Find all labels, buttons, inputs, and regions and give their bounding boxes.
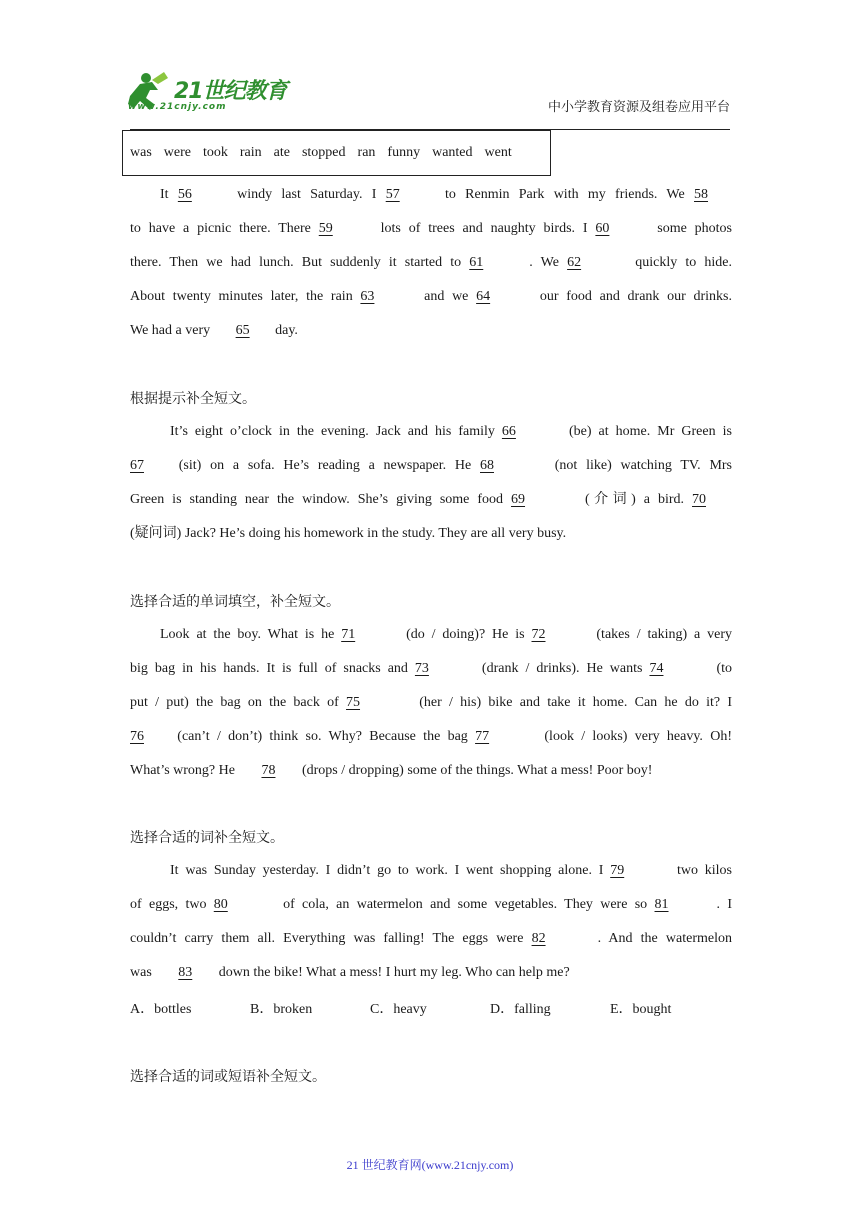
platform-name: 中小学教育资源及组卷应用平台 (547, 100, 730, 115)
section-heading: 选择合适的单词填空，补全短文。 (130, 594, 340, 610)
passage-line: big bag in his hands. It is full of snacks and 73 (drank / drinks). He wants 74 (to (130, 652, 732, 686)
passage-line: 76 (can’t / don’t) think so. Why? Because the bag 77 (look / looks) very heavy. Oh! (130, 720, 732, 754)
option-d: D．falling (490, 1002, 551, 1017)
logo-title: 21世纪教育 (174, 79, 287, 104)
word-bank-item: ran (357, 145, 376, 160)
word-bank-item: rain (239, 145, 262, 160)
section-heading: 选择合适的词补全短文。 (130, 830, 284, 846)
logo-url: www.21cnjy.com (128, 102, 227, 112)
word-bank-item: stopped (301, 145, 346, 160)
blank-82[interactable]: 82 (531, 931, 546, 946)
blank-61[interactable]: 61 (469, 255, 484, 270)
word-bank-item: funny (387, 145, 421, 160)
blank-68[interactable]: 68 (480, 458, 494, 473)
passage-line: Green is standing near the window. She’s giving some food 69 (介词) a bird. 70 (130, 483, 732, 517)
blank-79[interactable]: 79 (610, 863, 625, 878)
blank-71[interactable]: 71 (341, 627, 356, 642)
blank-81[interactable]: 81 (654, 897, 669, 912)
passage-line: was 83 down the bike! What a mess! I hurt my leg. Who can help me? (130, 956, 732, 990)
word-bank-item: were (163, 145, 191, 160)
passage-line: What’s wrong? He 78 (drops / dropping) some of the things. What a mess! Poor boy! (130, 754, 732, 788)
option-e: E．bought (610, 1002, 672, 1017)
passage-4 (130, 854, 732, 990)
passage-1 (130, 178, 732, 348)
passage-line: It 56 windy last Saturday. I 57 to Renmin Park with my friends. We 58 (130, 178, 732, 212)
blank-57[interactable]: 57 (385, 187, 400, 202)
passage-line: 67 (sit) on a sofa. He’s reading a newspaper. He 68 (not like) watching TV. Mrs (130, 449, 732, 483)
footer-link[interactable]: 21 世纪教育网(www.21cnjy.com) (346, 1158, 514, 1172)
blank-58[interactable]: 58 (694, 187, 709, 202)
blank-77[interactable]: 77 (475, 729, 490, 744)
blank-70[interactable]: 70 (692, 492, 706, 507)
word-bank-box (122, 130, 551, 176)
passage-line: there. Then we had lunch. But suddenly it started to 61 . We 62 quickly to hide. (130, 246, 732, 280)
blank-75[interactable]: 75 (346, 695, 361, 710)
option-c: C．heavy (370, 1002, 427, 1017)
word-bank-item: ate (273, 145, 290, 160)
blank-69[interactable]: 69 (511, 492, 526, 507)
passage-line: We had a very 65 day. (130, 314, 732, 348)
word-bank-item: went (484, 145, 512, 160)
blank-76[interactable]: 76 (130, 729, 144, 744)
passage-line: Look at the boy. What is he 71 (do / doing)? He is 72 (takes / taking) a very (130, 618, 732, 652)
passage-2 (130, 415, 732, 551)
section-heading: 选择合适的词或短语补全短文。 (130, 1069, 326, 1085)
passage-line: to have a picnic there. There 59 lots of trees and naughty birds. I 60 some photos (130, 212, 732, 246)
blank-72[interactable]: 72 (531, 627, 546, 642)
passage-line: couldn’t carry them all. Everything was falling! The eggs were 82 . And the watermelon (130, 922, 732, 956)
blank-60[interactable]: 60 (595, 221, 610, 236)
passage-line: (疑问词) Jack? He’s doing his homework in the study. They are all very busy. (130, 526, 567, 541)
blank-78[interactable]: 78 (261, 763, 276, 778)
word-bank-item: was (130, 145, 152, 160)
blank-59[interactable]: 59 (318, 221, 333, 236)
blank-74[interactable]: 74 (649, 661, 664, 676)
blank-67[interactable]: 67 (130, 458, 144, 473)
section-heading: 根据提示补全短文。 (130, 391, 256, 407)
passage-line: of eggs, two 80 of cola, an watermelon and some vegetables. They were so 81 . I (130, 888, 732, 922)
passage-line: put / put) the bag on the back of 75 (her / his) bike and take it home. Can he do it? I (130, 686, 732, 720)
blank-62[interactable]: 62 (567, 255, 582, 270)
blank-64[interactable]: 64 (476, 289, 491, 304)
blank-63[interactable]: 63 (360, 289, 375, 304)
blank-56[interactable]: 56 (177, 187, 192, 202)
option-b: B．broken (250, 1002, 313, 1017)
word-bank-item: took (202, 145, 228, 160)
blank-65[interactable]: 65 (235, 323, 250, 338)
blank-73[interactable]: 73 (414, 661, 429, 676)
word-bank-item: wanted (432, 145, 473, 160)
option-a: A．bottles (130, 1002, 192, 1017)
passage-3 (130, 618, 732, 788)
blank-83[interactable]: 83 (178, 965, 193, 980)
passage-line: It was Sunday yesterday. I didn’t go to work. I went shopping alone. I 79 two kilos (130, 854, 732, 888)
passage-line: It’s eight o’clock in the evening. Jack and his family 66 (be) at home. Mr Green is (130, 415, 732, 449)
passage-line: About twenty minutes later, the rain 63 and we 64 our food and drank our drinks. (130, 280, 732, 314)
blank-66[interactable]: 66 (501, 424, 516, 439)
blank-80[interactable]: 80 (213, 897, 228, 912)
